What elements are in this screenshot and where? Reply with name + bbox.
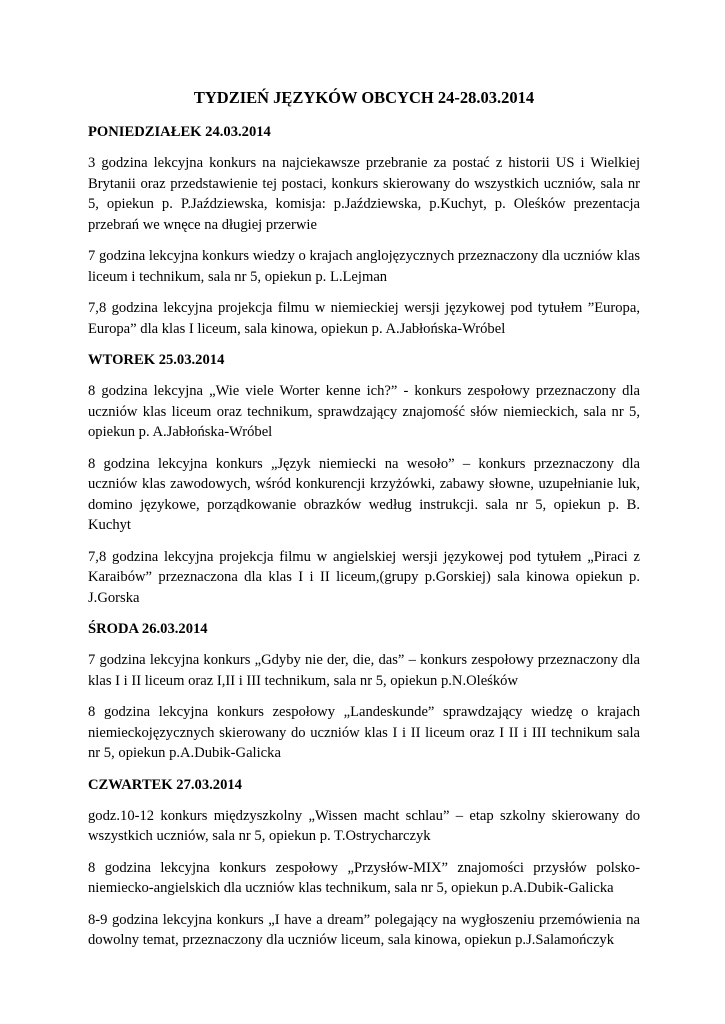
- schedule-entry: godz.10-12 konkurs międzyszkolny „Wissen macht schlau” – etap szkolny skierowany do wszystkich uczniów, sala nr 5, opiekun p. T.Ostrycharczyk: [88, 807, 640, 844]
- schedule-entry: 7,8 godzina lekcyjna projekcja filmu w niemieckiej wersji językowej pod tytułem ”Europa, Europa” dla klas I liceum, sala kinowa, opiekun p. A.Jabłońska-Wróbel: [88, 300, 640, 337]
- schedule-entry: 8 godzina lekcyjna konkurs „Język niemiecki na wesoło” – konkurs przeznaczony dla uczniów klas zawodowych, wśród konkurencji krzyżówki, zabawy słowne, uzupełnianie luk, domino językowe, porządkowanie obrazków według instrukcji. sala nr 5, opiekun p. B. Kuchyt: [88, 455, 640, 533]
- schedule-entry: 8 godzina lekcyjna konkurs zespołowy „Przysłów-MIX” znajomości przysłów polsko-niemiecko-angielskich dla uczniów klas technikum, sala nr 5, opiekun p.A.Dubik-Galicka: [88, 859, 640, 896]
- schedule-entry: 8-9 godzina lekcyjna konkurs „I have a dream” polegający na wygłoszeniu przemówienia na dowolny temat, przeznaczony dla uczniów liceum, sala kinowa, opiekun p.J.Salamończyk: [88, 911, 640, 948]
- schedule-entry: 7 godzina lekcyjna konkurs wiedzy o krajach anglojęzycznych przeznaczony dla uczniów klas liceum i technikum, sala nr 5, opiekun p. L.Lejman: [88, 248, 640, 285]
- day-heading: PONIEDZIAŁEK 24.03.2014: [88, 124, 271, 140]
- day-heading: ŚRODA 26.03.2014: [88, 621, 208, 637]
- day-section-tuesday: [88, 350, 640, 608]
- day-section-thursday: [88, 775, 640, 951]
- day-heading: WTOREK 25.03.2014: [88, 352, 225, 368]
- schedule-entry: 8 godzina lekcyjna „Wie viele Worter kenne ich?” - konkurs zespołowy przeznaczony dla uczniów klas liceum oraz technikum, sprawdzający znajomość słów niemieckich, sala nr 5, opiekun p. A.Jabłońska-Wróbel: [88, 383, 640, 440]
- day-heading: CZWARTEK 27.03.2014: [88, 776, 242, 793]
- page-title: TYDZIEŃ JĘZYKÓW OBCYCH 24-28.03.2014: [193, 88, 535, 107]
- schedule-sections: [88, 122, 640, 962]
- schedule-entry: 7,8 godzina lekcyjna projekcja filmu w angielskiej wersji językowej pod tytułem „Piraci z Karaibów” przeznaczona dla klas I i II liceum,(grupy p.Gorskiej) sala kinowa opiekun p. J.Gorska: [88, 548, 640, 606]
- day-section-monday: [88, 122, 640, 339]
- day-section-wednesday: [88, 619, 640, 764]
- schedule-entry: 3 godzina lekcyjna konkurs na najciekawsze przebranie za postać z historii US i Wielkiej Brytanii oraz przedstawienie tej postaci, konkurs skierowany do wszystkich uczniów, sala nr 5, opiekun p. P.Jaździewska, komisja: p.Jaździewska, p.Kuchyt, p. Oleśków prezentacja przebrań we wnęce na długiej przerwie: [88, 155, 640, 233]
- schedule-entry: 8 godzina lekcyjna konkurs zespołowy „Landeskunde” sprawdzający wiedzę o krajach niemieckojęzycznych skierowany do uczniów klas I i II liceum oraz I II i III technikum sala nr 5, opiekun p.A.Dubik-Galicka: [88, 704, 640, 761]
- schedule-entry: 7 godzina lekcyjna konkurs „Gdyby nie der, die, das” – konkurs zespołowy przeznaczony dla klas I i II liceum oraz I,II i III technikum, sala nr 5, opiekun p.N.Oleśków: [88, 652, 640, 689]
